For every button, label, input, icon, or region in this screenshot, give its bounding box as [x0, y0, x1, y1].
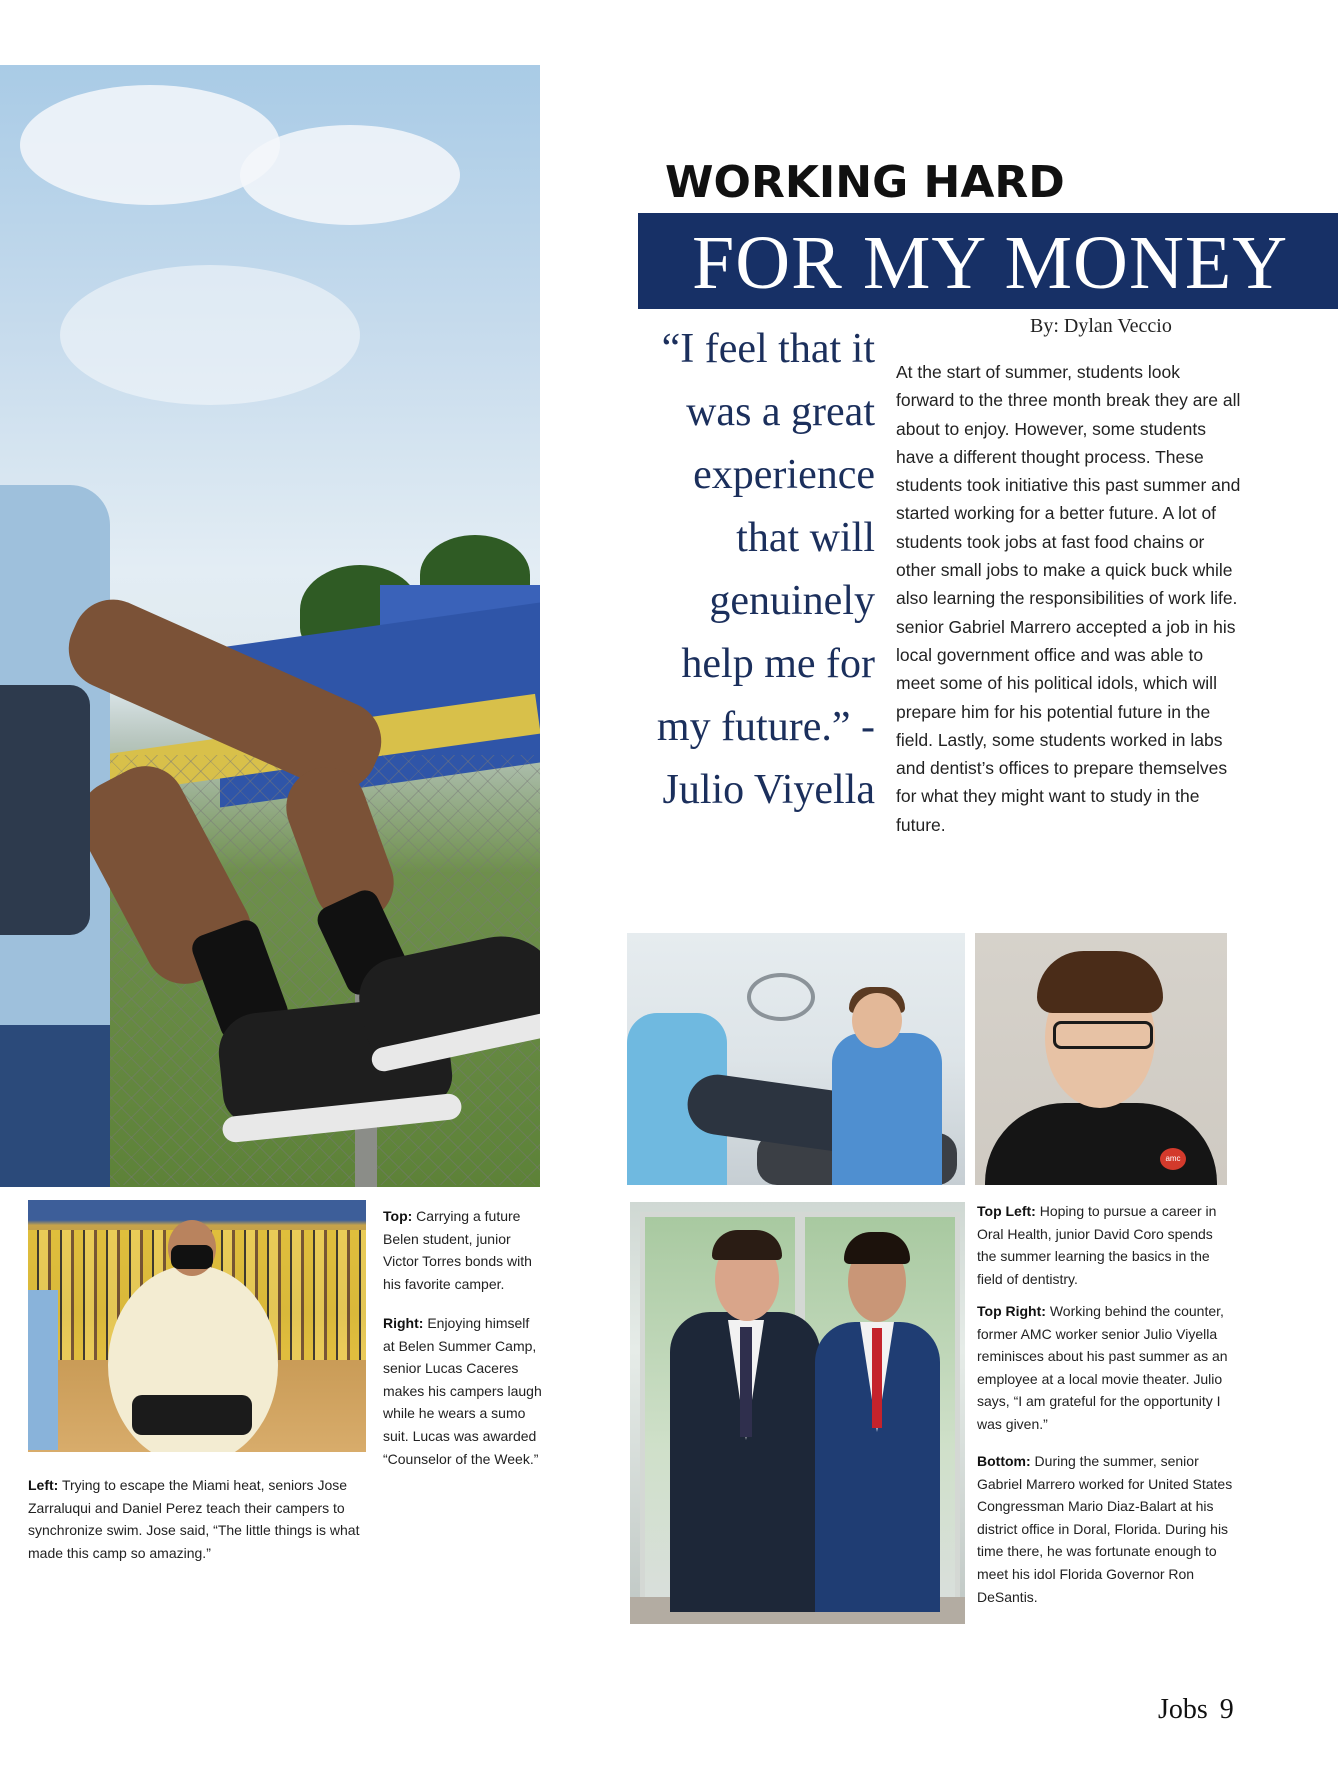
article-body: At the start of summer, students look forward to the three month break they are all about to enjoy. However, some students have a different thought process. These students took initiative this past summer and started working for a better future. A lot of students took jobs at fast food chains or other small jobs to make a quick buck while also learning the responsibilities of work life. senior Gabriel Marrero accepted a job in his local government office and was able to meet some of his political idols, which will prepare him for his potential future in the field. Lastly, some students worked in labs and dentist’s offices to prepare themselves for what they might want to study in the future.: [896, 362, 1241, 835]
photo-amc-worker-portrait: [975, 933, 1227, 1185]
byline: By: Dylan Veccio: [1030, 315, 1172, 337]
caption-top-right: [977, 1300, 1235, 1436]
caption-text: Working behind the counter, former AMC worker senior Julio Viyella reminisces about his past summer as an employee at a local movie theater. Julio says, “I am grateful for the opportunity I was given.”: [977, 1303, 1228, 1432]
caption-label: Left:: [28, 1477, 59, 1493]
pull-quote-attribution: -Julio Viyella: [662, 704, 875, 813]
caption-label: Top Right:: [977, 1303, 1046, 1319]
page-folio: [1158, 1694, 1234, 1726]
caption-top: [383, 1205, 543, 1295]
caption-right: [383, 1312, 543, 1470]
headline-kicker: WORKING HARD: [665, 157, 1065, 208]
caption-text: During the summer, senior Gabriel Marrero worked for United States Congressman Mario Diaz-Balart at his district office in Doral, Florida. During his time there, he was fortunate enough to meet his idol Florida Governor Ron DeSantis.: [977, 1453, 1233, 1605]
photo-sumo-suit-camp: [28, 1200, 366, 1452]
caption-text: Trying to escape the Miami heat, seniors Jose Zarraluqui and Daniel Perez teach their campers to synchronize swim. Jose said, “The little things is what made this camp so amazing.”: [28, 1477, 360, 1561]
caption-top-left: [977, 1200, 1235, 1290]
caption-label: Top Left:: [977, 1203, 1036, 1219]
headline-title: FOR MY MONEY: [692, 221, 1289, 305]
amc-logo: amc: [1160, 1148, 1186, 1170]
caption-left: [28, 1474, 368, 1564]
caption-text: Enjoying himself at Belen Summer Camp, senior Lucas Caceres makes his campers laugh while he wears a sumo suit. Lucas was awarded “Counselor of the Week.”: [383, 1315, 542, 1467]
photo-student-on-fence: [0, 65, 540, 1187]
pull-quote-text: “I feel that it was a great experience that will genuinely help me for my future.”: [656, 326, 875, 750]
photo-governor-meeting: [630, 1202, 965, 1624]
caption-text: Hoping to pursue a career in Oral Health, junior David Coro spends the summer learning the basics in the field of dentistry.: [977, 1203, 1217, 1287]
caption-text: Carrying a future Belen student, junior Victor Torres bonds with his favorite camper.: [383, 1208, 532, 1292]
caption-label: Bottom:: [977, 1453, 1031, 1469]
page-number: 9: [1219, 1694, 1234, 1725]
pull-quote: [630, 318, 875, 822]
folio-section: Jobs: [1158, 1694, 1208, 1725]
caption-label: Right:: [383, 1315, 424, 1331]
photo-dentist-office: [627, 933, 965, 1185]
caption-label: Top:: [383, 1208, 413, 1224]
caption-bottom: [977, 1450, 1235, 1608]
